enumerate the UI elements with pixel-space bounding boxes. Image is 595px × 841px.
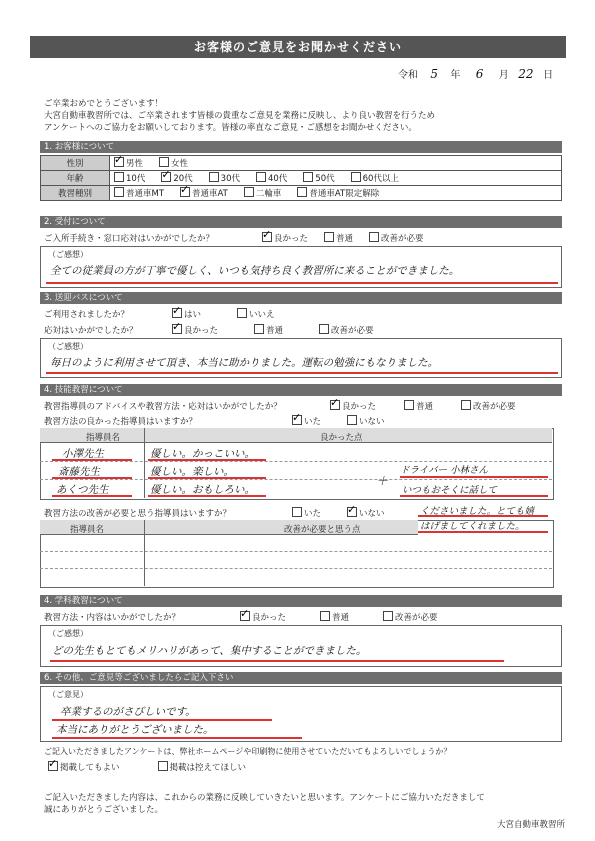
bus-use-question: ご利用されましたか？	[44, 310, 130, 320]
extra-note-line: くださいました。とても嬉	[420, 506, 535, 517]
bus-service-options	[172, 324, 390, 336]
age-20s[interactable]: ✓ 20代	[161, 172, 192, 184]
underline-mark	[46, 372, 558, 374]
extra-note-line: いつもおそくに話して	[402, 485, 498, 496]
date-year-unit: 年	[450, 70, 461, 81]
instructor-name: 小澤先生	[62, 448, 104, 460]
checkbox-icon[interactable]	[254, 324, 264, 334]
checkbox-icon[interactable]	[347, 507, 357, 517]
reception-question: ご入所手続き・窓口応対はいかがでしたか？	[44, 234, 215, 244]
col-improve-points: 改善が必要と思う点	[284, 525, 361, 535]
gender-female[interactable]: 女性	[159, 157, 188, 169]
instructor-name: 斎藤先生	[58, 466, 100, 478]
underline-mark	[52, 495, 132, 497]
bus-service-question: 応対はいかがでしたか？	[44, 326, 138, 336]
intro-line: ご卒業おめでとうございます！	[44, 99, 164, 109]
date-month-unit: 月	[498, 70, 509, 81]
checkbox-icon[interactable]	[404, 400, 414, 410]
good-instructor-yes[interactable]: ✓ いた	[292, 415, 321, 427]
intro-line: 大宮自動車教習所では、ご卒業されます皆様の貴重なご意見を業務に反映し、より良い教習を行うため	[44, 111, 436, 121]
section-6-header: 6. その他、ご意見等ございましたらご記入下さい	[40, 672, 562, 684]
date-line	[398, 66, 568, 81]
customer-table	[40, 155, 562, 201]
section-5-header: 4. 学科教習について	[40, 595, 562, 607]
underline-mark	[418, 515, 548, 517]
gender-male[interactable]: ✓ 男性	[114, 157, 143, 169]
checkbox-icon[interactable]	[180, 187, 190, 197]
bus-use-options	[172, 308, 291, 320]
bus-normal[interactable]: 普通	[254, 324, 283, 336]
underline-mark	[400, 476, 548, 478]
checkbox-icon[interactable]	[330, 400, 340, 410]
age-10s[interactable]: 10代	[114, 172, 145, 184]
checkbox-icon[interactable]	[114, 187, 124, 197]
date-month: 6	[475, 67, 484, 81]
good-instructor-options	[292, 415, 401, 427]
good-instructor-no[interactable]: いない	[347, 415, 385, 427]
improve-instructor-question: 教習方法の改善が必要と思う指導員はいますか？	[44, 509, 232, 519]
underline-mark	[50, 660, 504, 662]
checkbox-icon[interactable]	[256, 172, 266, 182]
skill-normal[interactable]: 普通	[404, 400, 433, 412]
consent-options	[48, 761, 262, 773]
underline-mark	[148, 495, 266, 497]
checkbox-icon[interactable]	[319, 324, 329, 334]
underline-mark	[52, 719, 272, 721]
intro-text	[44, 98, 564, 134]
improve-instructor-options	[292, 507, 401, 519]
bus-improve[interactable]: 改善が必要	[319, 324, 374, 336]
academic-comment: どの先生もとてもメリハリがあって、集中することができました。	[52, 645, 367, 657]
improve-instructor-no[interactable]: ✓ いない	[347, 507, 385, 519]
checkbox-icon[interactable]	[172, 324, 182, 334]
intro-line: アンケートへのご協力をお願いしております。皆様の率直なご意見・ご感想をお聞かせください。	[44, 123, 417, 133]
type-at-removal[interactable]: 普通車AT限定解除	[297, 187, 379, 199]
date-era: 令和	[398, 70, 418, 81]
underline-mark	[52, 477, 132, 479]
opinion-line: 卒業するのがさびしいです。	[60, 706, 196, 718]
opinion-label: （ご意見）	[48, 690, 88, 699]
date-day-unit: 日	[543, 70, 554, 81]
checkbox-icon[interactable]	[159, 157, 169, 167]
footer-line: ご記入いただきました内容は、これからの業務に反映していきたいと思います。アンケートにご協力いただきまして	[44, 793, 485, 803]
section-2-header: 2. 受付について	[40, 216, 562, 228]
underline-mark	[52, 737, 302, 739]
reception-good[interactable]: ✓ 良かった	[262, 232, 308, 244]
col-instructor-name-2: 指導員名	[70, 525, 105, 535]
improve-instructor-yes[interactable]: いた	[292, 507, 321, 519]
type-at[interactable]: ✓ 普通車AT	[180, 187, 228, 199]
section-4-header: 4. 技能教習について	[40, 384, 562, 396]
date-year: 5	[430, 67, 438, 81]
plus-mark: ＋	[376, 474, 389, 488]
age-60s[interactable]: 60代以上	[351, 172, 399, 184]
row-divider	[40, 551, 552, 552]
good-instructor-question: 教習方法の良かった指導員はいますか？	[44, 417, 198, 427]
page-banner: お客様のご意見をお聞かせください	[30, 36, 566, 58]
academic-question: 教習方法・内容はいかがでしたか？	[44, 613, 181, 623]
footer-text	[44, 792, 564, 816]
underline-mark	[400, 495, 548, 497]
age-50s[interactable]: 50代	[303, 172, 334, 184]
opinion-line: 本当にありがとうございました。	[56, 724, 214, 736]
consent-no[interactable]: 掲載は控えてほしい	[158, 761, 247, 773]
academic-normal[interactable]: 普通	[320, 611, 349, 623]
age-40s[interactable]: 40代	[256, 172, 287, 184]
checkbox-icon[interactable]	[237, 308, 247, 318]
col-instructor-name: 指導員名	[86, 433, 121, 443]
column-divider	[144, 428, 145, 498]
underline-mark	[148, 477, 266, 479]
bus-use-no[interactable]: いいえ	[237, 308, 275, 320]
instructor-point: 優しい。楽しい。	[150, 466, 234, 478]
checkbox-icon[interactable]	[262, 232, 272, 242]
checkbox-icon[interactable]	[324, 232, 334, 242]
age-label: 年齢	[41, 171, 110, 186]
column-divider	[144, 520, 145, 586]
checkbox-icon[interactable]	[48, 761, 58, 771]
checkbox-icon[interactable]	[209, 172, 219, 182]
checkbox-icon[interactable]	[172, 308, 182, 318]
underline-mark	[148, 459, 266, 461]
bus-comment-label: （ご感想）	[48, 342, 88, 351]
section-1-header: 1. お客様について	[40, 141, 562, 153]
reception-improve[interactable]: 改善が必要	[369, 232, 424, 244]
instructor-point: 優しい。おもしろい。	[150, 484, 255, 496]
skill-instructor-options	[330, 400, 532, 412]
bus-use-yes[interactable]: ✓ はい	[172, 308, 201, 320]
checkbox-icon[interactable]	[292, 415, 302, 425]
checkbox-icon[interactable]	[297, 187, 307, 197]
underline-mark	[52, 459, 132, 461]
academic-good[interactable]: ✓ 良かった	[240, 611, 286, 623]
reception-options	[262, 232, 440, 244]
academic-options	[240, 611, 454, 623]
row-divider	[40, 568, 552, 569]
row-divider	[40, 479, 552, 480]
checkbox-icon[interactable]	[383, 611, 393, 621]
extra-note-line: ドライバー 小林さん	[400, 465, 489, 476]
academic-improve[interactable]: 改善が必要	[383, 611, 438, 623]
checkbox-icon[interactable]	[161, 172, 171, 182]
footer-line: 誠にありがとうございました。	[44, 805, 164, 815]
consent-yes[interactable]: ✓掲載してもよい	[48, 761, 120, 773]
gender-label: 性別	[41, 156, 110, 171]
consent-question: ご記入いただきましたアンケートは、弊社ホームページや印刷物に使用させていただいてもよろしいでしょうか？	[44, 747, 452, 756]
skill-improve[interactable]: 改善が必要	[461, 400, 516, 412]
checkbox-icon[interactable]	[320, 611, 330, 621]
reception-comment-label: （ご感想）	[48, 250, 88, 259]
reception-normal[interactable]: 普通	[324, 232, 353, 244]
checkbox-icon[interactable]	[114, 172, 124, 182]
checkbox-icon[interactable]	[351, 172, 361, 182]
type-mt[interactable]: 普通車MT	[114, 187, 164, 199]
date-day: 22	[518, 67, 534, 81]
checkbox-icon[interactable]	[347, 415, 357, 425]
course-type-label: 教習種別	[41, 186, 110, 201]
instructor-point: 優しい。かっこいい。	[150, 448, 255, 460]
checkbox-icon[interactable]	[114, 157, 124, 167]
extra-note-line: はげましてくれました。	[420, 521, 525, 532]
type-motorcycle[interactable]: 二輪車	[244, 187, 282, 199]
col-good-points: 良かった点	[320, 433, 363, 443]
underline-mark	[46, 282, 558, 284]
section-3-header: 3. 送迎バスについて	[40, 292, 562, 304]
checkbox-icon[interactable]	[369, 232, 379, 242]
checkbox-icon[interactable]	[158, 761, 168, 771]
academic-comment-label: （ご感想）	[48, 629, 88, 638]
signature: 大宮自動車教習所	[496, 820, 565, 830]
instructor-name: あくつ先生	[56, 484, 109, 496]
reception-comment: 全ての従業員の方が丁寧で優しく、いつも気持ち良く教習所に来ることができました。	[50, 265, 460, 277]
skill-instructor-question: 教習指導員のアドバイスや教習方法・応対はいかがでしたか？	[44, 402, 282, 412]
checkbox-icon[interactable]	[244, 187, 254, 197]
bus-good[interactable]: ✓ 良かった	[172, 324, 218, 336]
checkbox-icon[interactable]	[461, 400, 471, 410]
checkbox-icon[interactable]	[303, 172, 313, 182]
bus-comment: 毎日のように利用させて頂き、本当に助かりました。運転の勉強にもなりました。	[50, 357, 439, 369]
age-30s[interactable]: 30代	[209, 172, 240, 184]
checkbox-icon[interactable]	[292, 507, 302, 517]
skill-good[interactable]: ✓ 良かった	[330, 400, 376, 412]
checkbox-icon[interactable]	[240, 611, 250, 621]
